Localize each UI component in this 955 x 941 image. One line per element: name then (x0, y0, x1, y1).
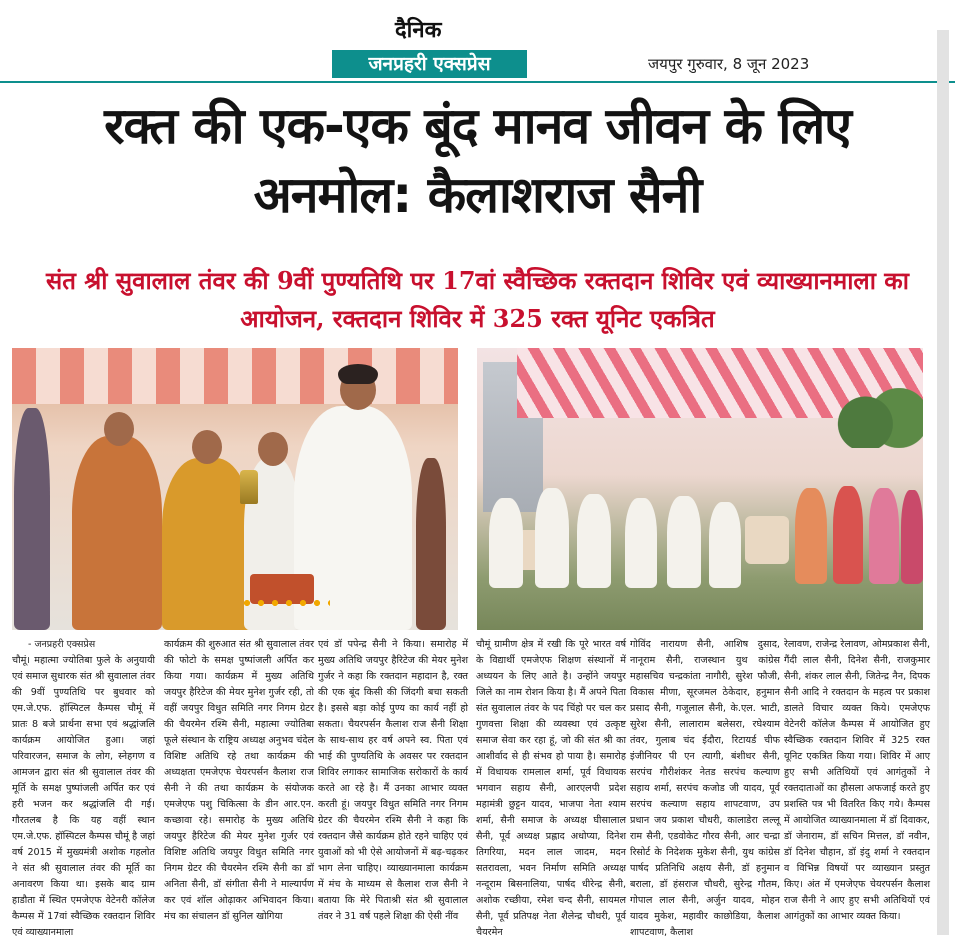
article-column-1: चौमूं। महात्मा ज्योतिबा फुले के अनुयायी एवं समाज सुधारक संत श्री सुवालाल तंवर की 9वीं पुण्यतिथि पर बुधवार को एम.जे.एफ. हॉस्पिटल कैम्पस चौमूं में प्रातः 8 बजे प्रार्थना सभा एवं श्रद्धांजलि कार्यक्रम आयोजित हुआ। जहां परिवारजन, समाज के लोग, स्नेहगण व आमजन द्वारा संत श्री सुवालाल तंवर की मूर्ति के समक्ष पुष्पांजली अर्पित कर एवं हरी भजन कर श्रद्धांजलि दी गई। गौरतलब है कि यह वहीं स्थान एम.जे.एफ. हॉस्पिटल कैम्पस चौमूं है जहां वर्ष 2015 में मुख्यमंत्री अशोक गहलोत ने संत श्री सुवालाल तंवर की मूर्ति का अनावरण किया था। इसके बाद ग्राम हाडौता में स्थित एमजेएफ वेटेनरी कॉलेज कैम्पस में 17वां स्वैच्छिक रक्तदान शिविर एवं व्याख्यानमाला (12, 655, 155, 938)
person (535, 488, 569, 588)
scrollbar[interactable] (937, 30, 949, 935)
person (667, 496, 701, 588)
sofa (745, 516, 789, 564)
trophy-icon (240, 470, 258, 504)
masthead-daily: दैनिक (395, 17, 442, 43)
person (869, 488, 899, 584)
person (489, 498, 523, 588)
person (416, 458, 446, 630)
trees (827, 388, 923, 448)
headline: रक्त की एक-एक बूंद मानव जीवन के लिए अनमोल: कैलाशराज सैनी (104, 97, 851, 224)
person (162, 458, 252, 630)
person (833, 486, 863, 584)
person-head (104, 412, 134, 446)
photo-credit: - जनप्रहरी एक्सप्रेस (28, 639, 96, 650)
masthead (0, 0, 955, 82)
person (14, 408, 50, 630)
masthead-date: जयपुर गुरुवार, 8 जून 2023 (648, 55, 810, 73)
person (901, 490, 923, 584)
person (709, 502, 741, 588)
person (625, 498, 657, 588)
masthead-name: जनप्रहरी एक्सप्रेस (332, 50, 527, 78)
article-column-4: चौमूं ग्रामीण क्षेत्र में रखी कि पूरे भारत वर्ष के विद्यार्थी एमजेएफ शिक्षण संस्थानों में अध्ययन के लिए आते है। उन्होंने जयपुर जिले का नाम रोशन किया है। मैं अपने पिता संत सुवालाल तंवर के पद चिंहो पर चल कर गुणवत्ता शिक्षा की व्यवस्था एवं उत्कृष्ट समाज सेवा कर रहा हूं, जो की संत श्री का आशीर्वाद से ही संभव हो पाया है। समारोह में विधायक रामलाल शर्मा, पूर्व विधायक भगवान सहाय सैनी, आरएलपी प्रदेश महामंत्री छुट्टन यादव, भाजपा नेता श्याम शर्मा, सैनी समाज के अध्यक्ष घीसालाल सैनी, पूर्व अध्यक्ष प्रह्लाद अधोप्या, दिनेश तिगरिया, मदन लाल जादम, मदन सतरावला, भवन निर्माण समिति अध्यक्ष नन्दूराम बिसनालिया, पार्षद धीरेन्द्र सैनी, अशोक रच्छीया, रमेश चन्द सैनी, सायमल सैनी, पूर्व प्रतिपक्ष नेता शैलेन्द्र चौधरी, पूर्व चैयरमेन (476, 639, 626, 938)
person (577, 494, 611, 588)
person (795, 488, 827, 584)
article-column-2: कार्यक्रम की शुरुआत संत श्री सुवालाल तंवर की फोटो के समक्ष पुष्पांजली अर्पित कर किया गया। कार्यक्रम में मुख्य अतिथि जयपुर हैरिटेज की मेयर मुनेश गुर्जर रही, तो वहीं जयपुर विधुत समिति नगर निगम ग्रेटर की चैयरमेन रश्मि सैनी, महात्मा ज्योतिबा फूले संस्थान के राष्ट्रिय अध्यक्ष अनुभव चंदेल विशिष्ट अतिथि रहे तथा कार्यक्रम की अध्यक्षता एमजेएफ चेयरपर्सन कैलाश राज सैनी ने की तथा कार्यक्रम के संयोजक एमजेएफ पशु चिकित्सा के डीन आर.एन. कच्छावा रहे। समारोह के मुख्य अतिथि जयपुर हैरिटेज की मेयर मुनेश गुर्जर एवं विशिष्ट अतिथि जयपुर विधुत समिति नगर निगम ग्रेटर की चैयरमेन रश्मि सैनी का डॉ अनिता सैनी, डॉ संगीता सैनी ने माल्यार्पण कर एवं शॉल ओढ़ाकर अभिवादन किया। मंच का संचालन डॉ सुनिल खोगिया (164, 639, 314, 922)
photo-audience (477, 348, 923, 630)
person-hair (338, 364, 378, 384)
person (72, 436, 162, 630)
article-column-3: एवं डॉ पपेन्द्र सैनी ने किया। समारोह में मुख्य अतिथि जयपुर हैरिटेज की मेयर मुनेश गुर्जर ने कहा कि रक्तदान महादान है, रक्त की एक बूंद किसी की जिंदगी बचा सकती है। इससे बड़ा कोई पुण्य का कार्य नहीं हो सकता। चैयरपर्सन कैलाश राज सैनी शिक्षा के साथ-साथ हर वर्ष अपने स्व. पिता एवं भाई की पुण्यतिथि के अवसर पर रक्तदान शिविर लगाकर सामाजिक सरोकारों के कार्य करते आ रहे है। मैं उनका आभार व्यक्त करती हूं। जयपुर विधुत समिति नगर निगम ग्रेटर की चैयरमेन रश्मि सैनी ने कहा कि रक्तदान जैसे कार्यक्रम होते रहने चाहिए एवं युवाओं को भी ऐसे आयोजनों में बढ़-चढ़कर भाग लेना चाहिए। व्याख्यानमाला कार्यक्रम में मंच के माध्यम से कैलाश राज सैनी ने बताया कि मेरे पिताश्री संत श्री सुवालाल तंवर ने 31 वर्ष पहले शिक्षा की ऐसी नींव (318, 639, 468, 922)
article-column-6: रेलावण, राजेन्द्र रेलावण, ओमप्रकाश सैनी, गैंदी लाल सैनी, दिनेश सैनी, राजकुमार सैनी, शंकर लाल सैनी, जितेन्द्र नैन, दिपक सैनी आदि ने रक्तदान के महत्व पर प्रकाश डालते विचार व्यक्त किये। एमजेएफ वेटेनरी कॉलेज कैम्पस में आयोजित हुए स्वैच्छिक रक्तदान शिविर में 325 रक्त यूनिट एकत्रित किया गया। शिविर में आए हुए सभी अतिथियों एवं आगंतुकों ने रक्तदाताओं का हौसला अफजाई करते हुए प्रशस्ति पत्र भी वितरित किए गये। कैम्पस में आयोजित व्याख्यानमाला में डॉ दिवाकर, डॉ जेनाराम, डॉ सचिन मित्तल, डॉ नवीन, डॉ दिनेश चौहान, डॉ इंदु शर्मा ने रक्तदान व विभिन्न विषयों पर व्याख्यान प्रस्तुत किए। अंत में एमजेएफ चेयरपर्सन कैलाश राज सैनी ने आए हुए सभी अतिथियों एवं आगंतुकों का आभार व्यक्त किया। (784, 639, 930, 922)
subheadline: संत श्री सुवालाल तंवर की 9वीं पुण्यतिथि पर 17वां स्वैच्छिक रक्तदान शिविर एवं व्याख्यानमाला का आयोजन, रक्तदान शिविर में 325 रक्त यूनिट एकत्रित (46, 266, 909, 333)
person-head (258, 432, 288, 466)
photo-award-ceremony (12, 348, 458, 630)
tent-canopy (12, 348, 458, 404)
masthead-rule (0, 81, 955, 83)
article-column-5: गोविंद नारायण सैनी, आशिष दुसाद, नानूराम सैनी, राजस्थान युथ कांग्रेस महासचिव चन्द्रकांता नागौरी, सुरेश फौजी, विकास मीणा, सूरजमल ठेकेदार, हनुमान प्रसाद सैनी, गजूलाल सैनी, के.एल. भाटी, सुरेश सैनी, लालाराम बलेसरा, रघेश्याम तंवर, गुलाब चंद ईदौरा, रिटायर्ड चीफ इंजीनियर पी एन त्यागी, बंशीधर सैनी, सरपंच गौरीशंकर नेतड सरपंच कल्याण सहाय शर्मा, सरपंच कजोड जी यादव, पूर्व सरपंच कल्याण सहाय शापटवाण, उप प्रधान जय प्रकाश चौधरी, कालाडेरा लल्लू राम सैनी, एडवोकेट गौरव सैनी, आर चन्द्रा रिसोर्ट के निदेशक मुकेश सैनी, युथ कांग्रेस पार्षद प्रतिनिधि अक्षय सैनी, डॉ हनुमान बराला, डॉ हंसराज चौधरी, सुरेन्द्र गौतम, गोपाल लाल सैनी, अर्जुन यादव, मोहन यादव मुकेश, महावीर काछोडिया, कैलाश शापटवाण, कैलाश (630, 639, 780, 938)
person-head (192, 430, 222, 464)
flower-garland (240, 596, 330, 610)
